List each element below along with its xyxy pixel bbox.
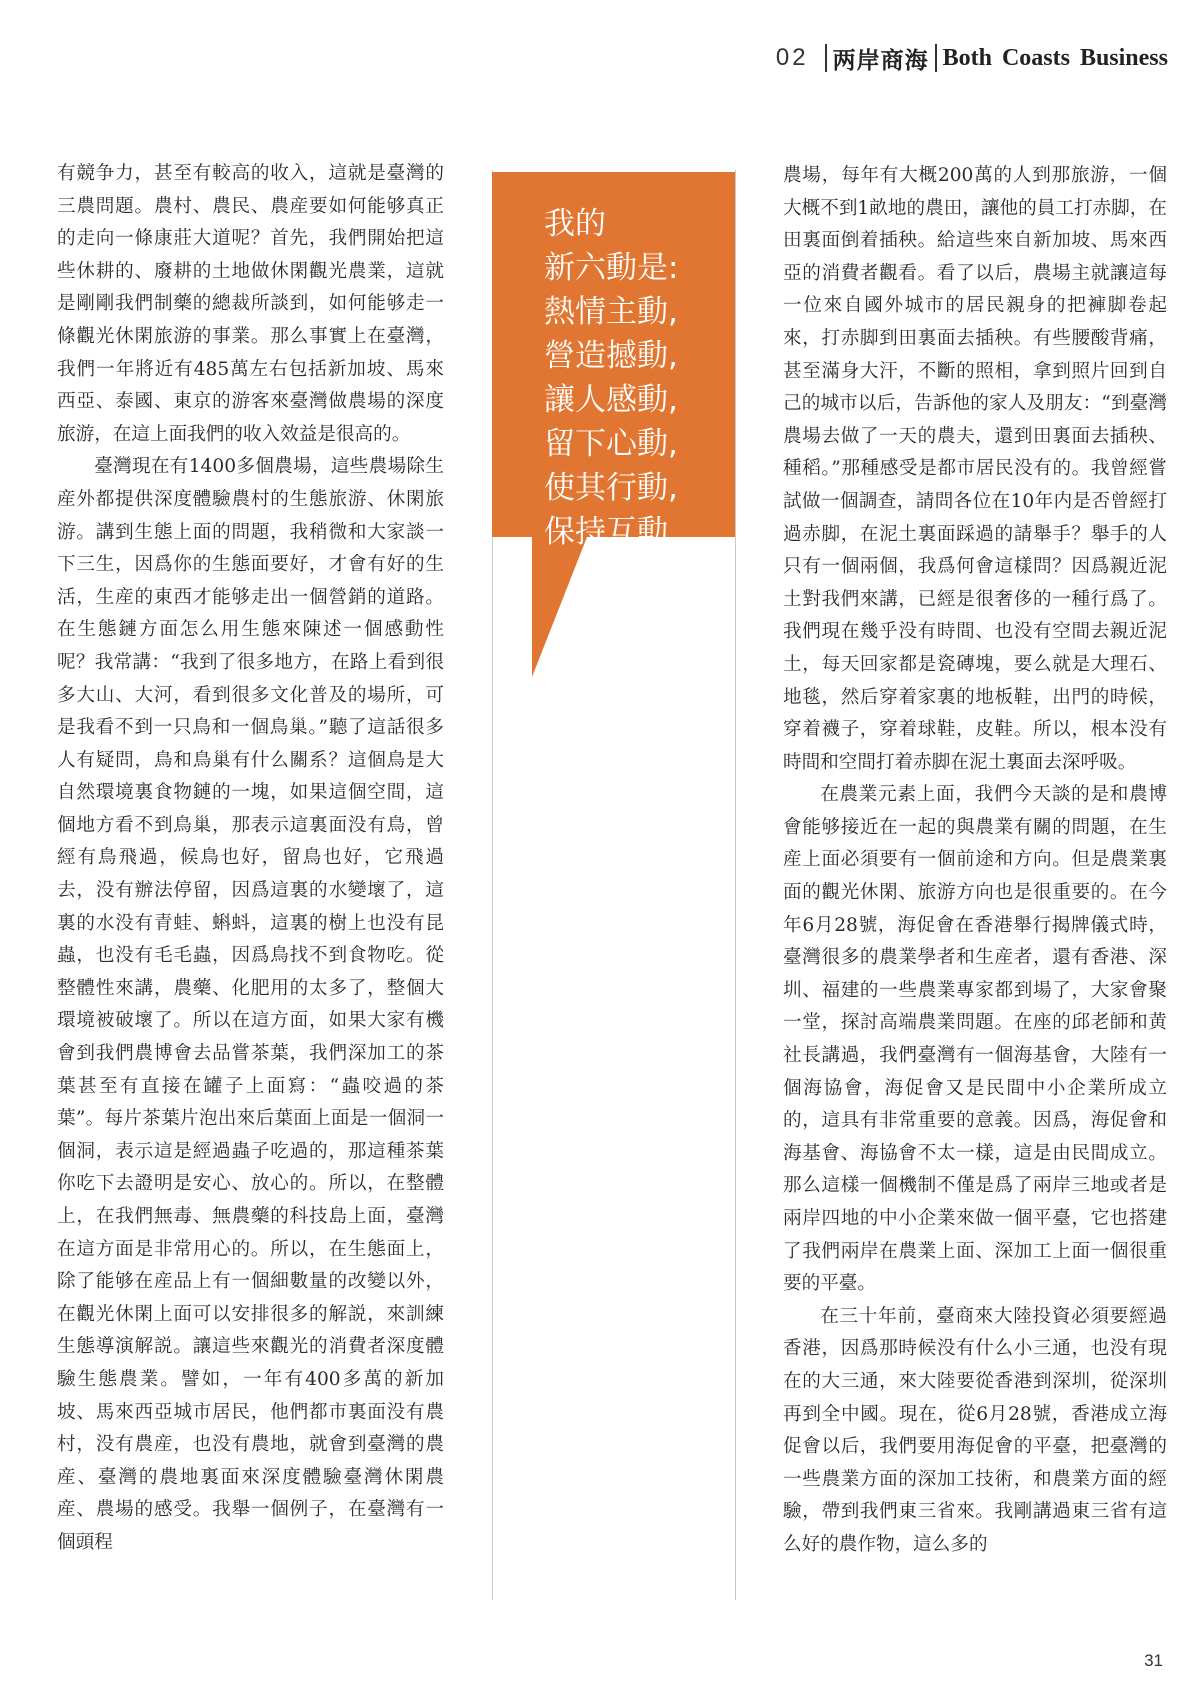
header-divider <box>935 44 937 72</box>
pull-quote-line: 讓人感動, <box>544 382 678 418</box>
pull-quote-line: 熱情主動, <box>544 294 678 330</box>
right-text-column <box>783 160 1167 1562</box>
pull-quote-line: 留下心動, <box>544 426 678 462</box>
header-divider <box>825 44 827 72</box>
pull-quote-line: 新六動是: <box>544 250 679 286</box>
pull-quote-text <box>544 202 724 554</box>
section-number: 02 <box>775 44 809 71</box>
paragraph: 在三十年前，臺商來大陸投資必須要經過香港，因爲那時候没有什么小三通，也没有現在的大三通，來大陸要從香港到深圳，從深圳再到全中國。現在，從6月28號，香港成立海促會以后，我們要用海促會的平臺，把臺灣的一些農業方面的深加工技術，和農業方面的經驗，帶到我們東三省來。我剛講過東三省有這么好的農作物，這么多的 <box>783 1305 1167 1555</box>
pull-quote-line: 保持互動. <box>544 514 678 550</box>
paragraph: 農場，每年有大概200萬的人到那旅游，一個大概不到1畝地的農田，讓他的員工打赤脚，在田裏面倒着插秧。給這些來自新加坡、馬來西亞的消費者觀看。看了以后，農場主就讓這每一位來自國外城市的居民親身的把褲脚卷起來，打赤脚到田裏面去插秧。有些腰酸背痛，甚至滿身大汗，不斷的照相，拿到照片回到自己的城市以后，告訴他的家人及朋友：“到臺灣農場去做了一天的農夫，還到田裏面去插秧、種稻。”那種感受是都市居民没有的。我曾經嘗試做一個調查，請問各位在10年内是否曾經打過赤脚，在泥土裏面踩過的請舉手？舉手的人只有一個兩個，我爲何會這樣問？因爲親近泥土對我們來講，已經是很奢侈的一種行爲了。我們現在幾乎没有時間、也没有空間去親近泥土，每天回家都是瓷磚塊，要么就是大理石、地毯，然后穿着家裏的地板鞋，出門的時候，穿着襪子，穿着球鞋，皮鞋。所以，根本没有時間和空間打着赤脚在泥土裏面去深呼吸。 <box>783 165 1167 773</box>
page-header <box>776 38 1168 78</box>
page-number: 31 <box>1144 1651 1163 1670</box>
section-title-en: Both Coasts Business <box>942 44 1168 71</box>
pull-quote-box <box>492 172 735 677</box>
paragraph: 在農業元素上面，我們今天談的是和農博會能够接近在一起的與農業有關的問題，在生産上面必須要有一個前途和方向。但是農業裏面的觀光休閑、旅游方向也是很重要的。在今年6月28號，海促會在香港舉行揭牌儀式時，臺灣很多的農業學者和生産者，還有香港、深圳、福建的一些農業專家都到場了，大家會聚一堂，探討高端農業問題。在座的邱老師和黄社長講過，我們臺灣有一個海基會，大陸有一個海協會，海促會又是民間中小企業所成立的，這具有非常重要的意義。因爲，海促會和海基會、海協會不太一樣，這是由民間成立。那么這樣一個機制不僅是爲了兩岸三地或者是兩岸四地的中小企業來做一個平臺，它也搭建了我們兩岸在農業上面、深加工上面一個很重要的平臺。 <box>783 784 1167 1295</box>
pull-quote-line: 營造撼動, <box>544 338 678 374</box>
pull-quote-line: 我的 <box>544 206 606 242</box>
paragraph: 臺灣現在有1400多個農場，這些農場除生産外都提供深度體驗農村的生態旅游、休閑旅游。講到生態上面的問題，我稍微和大家談一下三生，因爲你的生態面要好，才會有好的生活，生産的東西才能够走出一個營銷的道路。在生態鏈方面怎么用生態來陳述一個感動性呢？我常講：“我到了很多地方，在路上看到很多大山、大河，看到很多文化普及的場所，可是我看不到一只鳥和一個鳥巢。”聽了這話很多人有疑問，鳥和鳥巢有什么關系？這個鳥是大自然環境裏食物鏈的一塊，如果這個空間，這個地方看不到鳥巢，那表示這裏面没有鳥，曾經有鳥飛過，候鳥也好，留鳥也好，它飛過去，没有辦法停留，因爲這裏的水變壞了，這裏的水没有青蛙、蝌蚪，這裏的樹上也没有昆蟲，也没有毛毛蟲，因爲鳥找不到食物吃。從整體性來講，農藥、化肥用的太多了，整個大環境被破壞了。所以在這方面，如果大家有機會到我們農博會去品嘗茶葉，我們深加工的茶葉甚至有直接在罐子上面寫：“蟲咬過的茶葉”。每片茶葉片泡出來后葉面上面是一個洞一個洞，表示這是經過蟲子吃過的，那這種茶葉你吃下去證明是安心、放心的。所以，在整體上，在我們無毒、無農藥的科技島上面，臺灣在這方面是非常用心的。所以，在生態面上，除了能够在産品上有一個細數量的改變以外，在觀光休閑上面可以安排很多的解説，來訓練生態導演解説。讓這些來觀光的消費者深度體驗生態農業。譬如，一年有400多萬的新加坡、馬來西亞城市居民，他們都市裏面没有農村，没有農産，也没有農地，就會到臺灣的農産、臺灣的農地裏面來深度體驗臺灣休閑農産、農場的感受。我舉一個例子，在臺灣有一個頭程 <box>57 456 444 1553</box>
section-title-cn: 两岸商海 <box>832 46 929 74</box>
paragraph: 有競争力，甚至有較高的收入，這就是臺灣的三農問題。農村、農民、農産要如何能够真正的走向一條康莊大道呢？首先，我們開始把這些休耕的、廢耕的土地做休閑觀光農業，這就是剛剛我們制藥的總裁所談到，如何能够走一條觀光休閑旅游的事業。那么事實上在臺灣，我們一年將近有485萬左右包括新加坡、馬來西亞、泰國、東京的游客來臺灣做農場的深度旅游，在這上面我們的收入效益是很高的。 <box>57 163 444 445</box>
column-divider-right <box>735 170 736 1600</box>
pull-quote-line: 使其行動, <box>544 470 678 506</box>
left-text-column <box>57 158 444 1560</box>
